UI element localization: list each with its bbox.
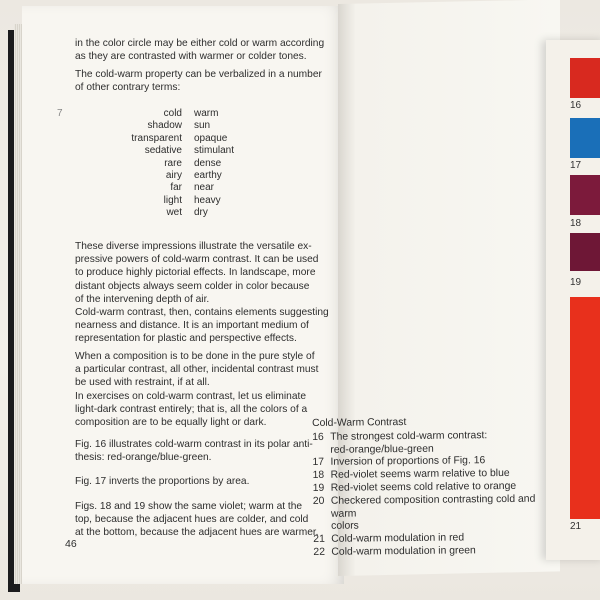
- caption-line: Cold-warm modulation in green: [331, 545, 476, 558]
- cold-term: airy: [165, 169, 182, 181]
- caption-line: colors: [331, 520, 359, 533]
- text-line: be used with restraint, if at all.: [75, 377, 210, 389]
- text-line: in the color circle may be either cold or warm according: [75, 38, 325, 49]
- caption-line: Red-violet seems cold relative to orange: [330, 480, 517, 494]
- text-line: a particular contrast, all other, incidental contrast must: [75, 364, 319, 376]
- warm-term: opaque: [194, 132, 228, 144]
- plate-label-18: 18: [570, 218, 582, 229]
- swatch-fig-21: [570, 297, 600, 519]
- text-line: The cold-warm property can be verbalized in a number: [75, 69, 322, 80]
- cold-term: sedative: [144, 145, 182, 157]
- text-line: to produce highly pictorial effects. In landscape, more: [75, 267, 316, 279]
- text-line: composition are to be equally light or dark.: [75, 417, 267, 429]
- figure-legend: [312, 415, 563, 559]
- swatch-fig-18: [570, 175, 600, 215]
- legend-number: 18: [312, 470, 325, 482]
- cold-term: shadow: [147, 120, 182, 132]
- text-line: at the bottom, because the adjacent hues are warmer.: [75, 527, 319, 539]
- legend-number: 22: [313, 546, 326, 558]
- caption-line: Red-violet seems warm relative to blue: [330, 468, 510, 481]
- warm-term: dry: [194, 207, 208, 219]
- text-line: In exercises on cold-warm contrast, let us eliminate: [75, 390, 307, 402]
- cold-term: far: [170, 182, 182, 194]
- legend-number: 17: [312, 457, 325, 469]
- cold-term: light: [163, 194, 182, 206]
- text-line: representation for plastic and perspective effects.: [75, 333, 297, 345]
- warm-term: warm: [194, 108, 219, 119]
- text-line: light-dark contrast entirely; that is, all the colors of a: [75, 403, 308, 415]
- paragraph-fig-16: [75, 438, 337, 464]
- property-text: [75, 68, 335, 94]
- legend-caption: [331, 493, 563, 534]
- warm-terms-column: [194, 108, 234, 220]
- text-line: When a composition is to be done in the pure style of: [75, 351, 315, 362]
- plate-label-21: 21: [570, 521, 582, 532]
- swatch-fig-17: [570, 118, 600, 158]
- legend-number: 20: [312, 495, 325, 507]
- caption-line: Checkered composition contrasting cold and warm: [330, 493, 536, 520]
- legend-caption: [330, 429, 562, 457]
- legend-number: 16: [312, 431, 324, 443]
- legend-entry: [312, 429, 562, 457]
- cold-term: wet: [166, 207, 182, 219]
- caption-line: Cold-warm modulation in red: [331, 532, 465, 545]
- cold-term: transparent: [131, 132, 182, 144]
- plate-label-19: 19: [570, 277, 582, 288]
- text-line: of other contrary terms:: [75, 82, 181, 94]
- warm-term: heavy: [194, 194, 221, 206]
- plate-label-16: 16: [570, 100, 582, 111]
- warm-term: sun: [194, 120, 211, 132]
- legend-number: 21: [313, 534, 325, 546]
- text-line: distant objects always seem colder in color because: [75, 280, 310, 292]
- swatch-fig-19: [570, 233, 600, 271]
- cold-terms-column: [102, 108, 182, 220]
- legend-entry: [313, 493, 563, 534]
- text-line: top, because the adjacent hues are colder, and cold: [75, 514, 309, 526]
- caption-line: The strongest cold-warm contrast:: [330, 429, 488, 443]
- paragraph-fig-17: [75, 475, 337, 488]
- warm-term: dense: [194, 157, 222, 169]
- legend-caption: [331, 544, 563, 559]
- paragraph-fig-18-19: [75, 500, 337, 540]
- text-line: pressive powers of cold-warm contrast. It can be used: [75, 254, 319, 266]
- warm-term: near: [194, 182, 215, 194]
- warm-term: earthy: [194, 169, 222, 181]
- intro-text: [75, 37, 335, 63]
- paragraph-pure-style: [75, 350, 337, 429]
- margin-mark: 7: [57, 108, 63, 119]
- legend-entry: [313, 544, 563, 559]
- text-line: Figs. 18 and 19 show the same violet; warm at the: [75, 501, 303, 512]
- caption-line: red-orange/blue-green: [330, 443, 434, 456]
- warm-term: stimulant: [194, 145, 235, 157]
- text-line: thesis: red-orange/blue-green.: [75, 452, 212, 464]
- text-line: These diverse impressions illustrate the versatile ex-: [75, 241, 312, 252]
- text-line: of the intervening depth of air.: [75, 293, 210, 305]
- text-line: as they are contrasted with warmer or colder tones.: [75, 51, 307, 63]
- page-number: 46: [65, 538, 77, 550]
- text-line: nearness and distance. It is an important medium of: [75, 320, 309, 332]
- plate-label-17: 17: [570, 160, 582, 171]
- text-line: Fig. 16 illustrates cold-warm contrast in its polar anti-: [75, 439, 313, 450]
- swatch-fig-16: [570, 58, 600, 98]
- paragraph-expressive-powers: [75, 240, 337, 346]
- cold-term: rare: [164, 157, 182, 169]
- legend-title: Cold-Warm Contrast: [312, 417, 407, 429]
- legend-number: 19: [312, 482, 325, 494]
- caption-line: Inversion of proportions of Fig. 16: [330, 455, 486, 469]
- cold-term: cold: [163, 108, 182, 119]
- text-line: Fig. 17 inverts the proportions by area.: [75, 476, 250, 487]
- text-line: Cold-warm contrast, then, contains elements suggesting: [75, 307, 329, 319]
